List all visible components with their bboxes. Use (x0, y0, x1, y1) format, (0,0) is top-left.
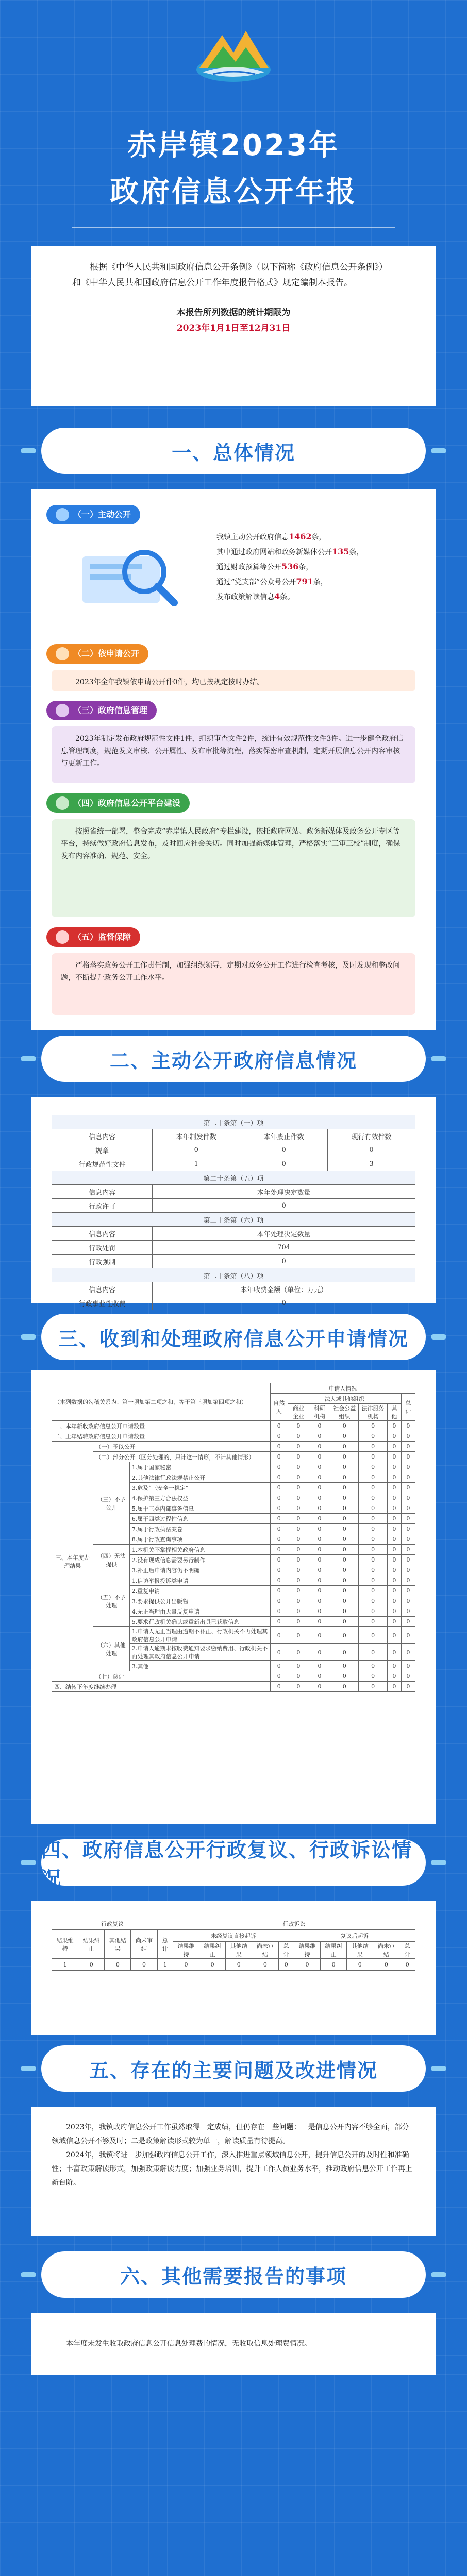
section1-card (31, 489, 436, 1030)
section2-heading: 二、主动公开政府信息情况 (41, 1036, 426, 1082)
table-row: 3.要求提供公开出版物 0 0 0 0 0 0 0 (52, 1596, 415, 1606)
improvement-paragraph: 2024年，我镇将进一步加强政府信息公开工作，深入推进重点领域信息公开，提升信息公开的及时性和准确性；丰富政策解读形式，加强政策解读力度；加强业务培训，提升工作人员业务水平，推动政府信息公开工作再上新台阶。 (52, 2151, 412, 2187)
section3-card (31, 1370, 436, 1824)
period-block (31, 305, 436, 336)
period-label: 本报告所列数据的统计期限为 (176, 308, 291, 318)
table-row: （三）不予公开 1.属于国家秘密 0 0 0 0 0 0 0 (52, 1462, 415, 1472)
table-row: 4.保护第三方合法权益 0 0 0 0 0 0 0 (52, 1493, 415, 1503)
table-corner-note: （本列数据的勾稽关系为：第一项加第二项之和，等于第三项加第四项之和） (52, 1383, 271, 1421)
application-table: （本列数据的勾稽关系为：第一项加第二项之和，等于第三项加第四项之和） 申请人情况 自然人 法人或其他组织 总计 商业企业 科研机构 社会公益组织 法律服务机构 其他 一、本年新收政府信息公开申请数量 0 0 0 0 0 0 0 二、上年结转政府信息公开申请数量 0 0 0 0 0 0 0 三、本年度办理结果 （一）予以公开 0 0 0 0 0 0 0 （二）部分公开（区分处理的，只计这一情形，不计其他情形） 0 0 0 0 0 0 0 （三）不予公开 1.属于国家秘密 0 0 0 0 0 0 0 2.其他法律行政法规禁止公开 0 0 0 0 0 0 0 3.危及“三安全一稳定” 0 0 0 0 0 0 0 4.保护第三方合法权益 0 0 0 0 0 0 0 5.属于三类内部事务信息 0 0 0 0 0 0 0 6.属于四类过程性信息 0 0 0 0 0 0 0 7.属于行政执法案卷 0 0 0 0 0 0 0 8.属于行政查询事项 0 0 0 0 0 0 0 （四）无法提供 1.本机关不掌握相关政府信息 0 0 0 0 0 0 0 2.没有现成信息需要另行制作 0 0 0 0 0 0 0 3.补正后申请内容仍不明确 0 0 0 0 0 0 0 （五）不予处理 1.信访举报投诉类申请 0 0 0 0 0 0 0 2.重复申请 0 0 0 0 0 0 0 3.要求提供公开出版物 0 0 0 0 0 0 0 4.无正当理由大量反复申请 0 0 0 0 0 0 0 5.要求行政机关确认或重新出具已获取信息 0 0 0 0 0 0 0 （六）其他处理 1.申请人无正当理由逾期不补正、行政机关不再处理其政府信息公开申请 0 0 0 0 0 0 0 2.申请人逾期未按收费通知要求缴纳费用、行政机关不再处理其政府信息公开申请 0 0 0 0 0 0 0 3.其他 0 0 0 0 0 0 0 （七）总计 0 0 0 0 0 0 0 四、结转下年度继续办理 0 0 0 0 0 0 0 (52, 1383, 415, 1692)
section5-card (31, 2107, 436, 2236)
table-row: 1 0 0 0 1 0 0 0 0 0 0 0 0 0 0 (52, 1959, 415, 1971)
town-logo-icon (192, 21, 275, 85)
other-matters-paragraph: 本年度未发生收取政府信息公开信息处理费的情况，无收取信息处理费情况。 (66, 2340, 311, 2348)
period-range: 2023年1月1日至12月31日 (176, 323, 291, 333)
table-row: 6.属于四类过程性信息 0 0 0 0 0 0 0 (52, 1514, 415, 1524)
table-row: 一、本年新收政府信息公开申请数量 0 0 0 0 0 0 0 (52, 1421, 415, 1431)
table-row: 3.补正后申请内容仍不明确 0 0 0 0 0 0 0 (52, 1565, 415, 1575)
table-row: 5.属于三类内部事务信息 0 0 0 0 0 0 0 (52, 1503, 415, 1514)
table-row: 行政许可 0 (52, 1199, 415, 1213)
section4-card (31, 1901, 436, 2035)
sub-tag-management: （三）政府信息管理 (46, 701, 157, 720)
table-caption: 第二十条第（八）项 (52, 1268, 415, 1282)
table-row: （七）总计 0 0 0 0 0 0 0 (52, 1671, 415, 1682)
stat-row: 通过“党支部”公众号公开791条， (216, 577, 328, 586)
table-row: （五）不予处理 1.信访举报投诉类申请 0 0 0 0 0 0 0 (52, 1575, 415, 1586)
report-title-line2: 政府信息公开年报 (110, 175, 357, 209)
section2-card (31, 1097, 436, 1308)
table-row: （六）其他处理 1.申请人无正当理由逾期不补正、行政机关不再处理其政府信息公开申请 0 0 0 0 0 0 0 (52, 1627, 415, 1644)
sub-tag-request: （二）依申请公开 (46, 644, 148, 664)
table-caption: 第二十条第（五）项 (52, 1171, 415, 1185)
table-caption: 第二十条第（一）项 (52, 1115, 415, 1129)
table-row: 5.要求行政机关确认或重新出具已获取信息 0 0 0 0 0 0 0 (52, 1617, 415, 1627)
stat-row: 我镇主动公开政府信息1462条， (216, 532, 326, 541)
section1-heading: 一、总体情况 (41, 428, 426, 474)
table-row: 行政事业性收费 0 (52, 1296, 415, 1310)
table-row: 行政规范性文件 1 0 3 (52, 1157, 415, 1171)
table-row: 行政处罚 704 (52, 1241, 415, 1255)
section4-heading: 四、政府信息公开行政复议、行政诉讼情况 (41, 1839, 426, 1886)
section6-card (31, 2313, 436, 2375)
sub-tag-platform: （四）政府信息公开平台建设 (46, 793, 190, 813)
intro-card (31, 246, 436, 406)
section3-heading: 三、收到和处理政府信息公开申请情况 (41, 1314, 426, 1360)
table-row: 四、结转下年度继续办理 0 0 0 0 0 0 0 (52, 1682, 415, 1692)
table-row: （四）无法提供 1.本机关不掌握相关政府信息 0 0 0 0 0 0 0 (52, 1545, 415, 1555)
table-row: 2.重复申请 0 0 0 0 0 0 0 (52, 1586, 415, 1596)
table-row: 2.没有现成信息需要另行制作 0 0 0 0 0 0 0 (52, 1555, 415, 1565)
section6-heading: 六、其他需要报告的事项 (41, 2251, 426, 2298)
table-row: 3.危及“三安全一稳定” 0 0 0 0 0 0 0 (52, 1483, 415, 1493)
problems-paragraph: 2023年，我镇政府信息公开工作虽然取得一定成绩，但仍存在一些问题：一是信息公开内容不够全面，部分领域信息公开不够及时；二是政策解读形式较为单一，解读质量有待提高。 (52, 2123, 409, 2145)
section5-heading: 五、存在的主要问题及改进情况 (41, 2045, 426, 2092)
management-box: 2023年制定发布政府规范性文件1件，组织审查文件2件，统计有效规范性文件3件。进一步健全政府信息管理制度，规范发文审核、公开属性、发布审批等流程，落实保密审查机制，定期开展信息公开内容审核与更新工作。 (52, 726, 415, 783)
table-row: 8.属于行政查询事项 0 0 0 0 0 0 0 (52, 1534, 415, 1545)
platform-box: 按照省统一部署，整合完成“赤岸镇人民政府”专栏建设，依托政府网站、政务新媒体及政务公开专区等平台，持续做好政府信息发布，及时回应社会关切。同时加强新媒体管理，严格落实“三审三校”制度，确保发布内容准确、规范、安全。 (52, 819, 415, 917)
table-row: 规章 0 0 0 (52, 1143, 415, 1157)
intro-paragraph: 根据《中华人民共和国政府信息公开条例》（以下简称《政府信息公开条例》）和《中华人民共和国政府信息公开工作年度报告格式》规定编制本报告。 (72, 262, 388, 288)
table-row: （二）部分公开（区分处理的，只计这一情形，不计其他情形） 0 0 0 0 0 0 0 (52, 1452, 415, 1462)
table-row: 2.申请人逾期未按收费通知要求缴纳费用、行政机关不再处理其政府信息公开申请 0 0 0 0 0 0 0 (52, 1644, 415, 1661)
sub-tag-active: （一）主动公开 (46, 505, 140, 524)
table-row: 行政强制 0 (52, 1255, 415, 1268)
table-row: 4.无正当理由大量反复申请 0 0 0 0 0 0 0 (52, 1606, 415, 1617)
table-row: 二、上年结转政府信息公开申请数量 0 0 0 0 0 0 0 (52, 1431, 415, 1442)
report-title-line1: 赤岸镇2023年 (127, 129, 340, 162)
table-row: 2.其他法律行政法规禁止公开 0 0 0 0 0 0 0 (52, 1472, 415, 1483)
table-row: 三、本年度办理结果 （一）予以公开 0 0 0 0 0 0 0 (52, 1442, 415, 1452)
magnifier-illustration-icon (72, 536, 180, 613)
review-litigation-table: 行政复议 行政诉讼 结果维持 结果纠正 其他结果 尚未审结 总计 未经复议直接起诉 复议后起诉 结果维持 结果纠正 其他结果 尚未审结 总计 结果维持 结果纠正 其他结果 尚未审结 总计 1 0 0 0 1 0 0 0 0 0 0 0 0 0 0 (52, 1918, 415, 1971)
sub-tag-supervision: （五）监督保障 (46, 927, 140, 947)
active-stats (216, 530, 418, 604)
table-caption: 第二十条第（六）项 (52, 1213, 415, 1227)
active-disclosure-table: 第二十条第（一）项 信息内容 本年制发件数 本年废止件数 现行有效件数 规章 0 0 0 行政规范性文件 1 0 3 第二十条第（五）项 信息内容 本年处理决定数量 行政许可 0 第二十条第（六）项 信息内容 本年处理决定数量 行政处罚 704 行政强制 0 第二十条第（八）项 信息内容 本年收费金额（单位：万元） 行政事业性收费 0 (52, 1115, 415, 1310)
table-row: 3.其他 0 0 0 0 0 0 0 (52, 1661, 415, 1671)
stat-row: 通过财政预算等公开536条， (216, 562, 313, 571)
supervision-box: 严格落实政务公开工作责任制，加强组织领导，定期对政务公开工作进行检查考核，及时发现和整改问题，不断提升政务公开工作水平。 (52, 953, 415, 1015)
table-row: 7.属于行政执法案卷 0 0 0 0 0 0 0 (52, 1524, 415, 1534)
stat-row: 其中通过政府网站和政务新媒体公开135条， (216, 547, 364, 556)
title-divider (72, 227, 395, 228)
request-box: 2023年全年我镇依申请公开件0件，均已按规定按时办结。 (52, 670, 415, 691)
stat-row: 发布政策解读信息4条。 (216, 591, 295, 601)
